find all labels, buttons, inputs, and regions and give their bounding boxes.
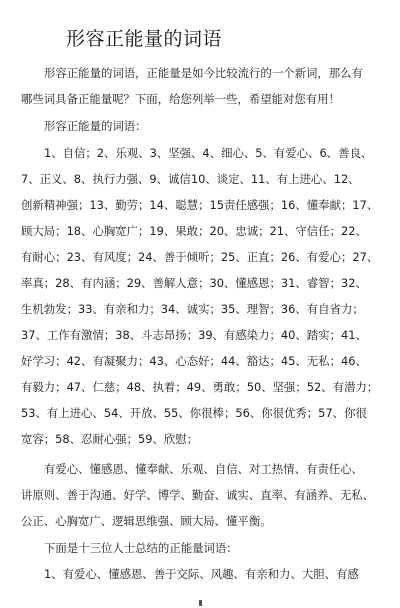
intro-line-1: 形容正能量的词语，正能量是如今比较流行的一个新词，那么有 <box>44 66 363 80</box>
word-list-line: 37、工作有激情；38、斗志昂扬；39、有感染力；40、踏实；41、 <box>21 328 367 342</box>
section-heading: 形容正能量的词语： <box>44 119 147 133</box>
paragraph-line: 讲原则、善于沟通、好学、博学、勤奋、诚实、直率、有涵养、无私、 <box>21 488 375 502</box>
intro-line-2: 哪些词具备正能量呢？下面，给您列举一些，希望能对您有用！ <box>21 92 340 106</box>
paragraph-line: 公正、心胸宽广、逻辑思维强、顾大局、懂平衡。 <box>21 514 272 528</box>
page-title: 形容正能量的词语 <box>66 28 223 50</box>
page-marker <box>199 600 202 606</box>
word-list-line: 有毅力；47、仁慈；48、执着；49、勇敢；50、坚强；52、有潜力； <box>21 380 379 394</box>
word-list-line: 7、正义、8、执行力强、9、诚信10、谈定、11、有上进心、12、 <box>21 172 360 186</box>
word-list-line: 53、有上进心、54、开放、55、你很棒；56、你很优秀；57、你很 <box>21 406 367 420</box>
word-list-line: 创新精神强；13、勤劳；14、聪慧；15责任感强；16、懂奉献；17、 <box>21 198 379 212</box>
word-list-line: 顾大局；18、心胸宽广；19、果敢；20、忠诚；21、守信任；22、 <box>21 224 367 238</box>
word-list-line: 有耐心；23、有风度；24、善于倾听；25、正直；26、有爱心；27、 <box>21 250 379 264</box>
paragraph-line: 有爱心、懂感恩、懂奉献、乐观、自信、对工热情、有责任心、 <box>44 462 363 476</box>
section-heading-2: 下面是十三位人士总结的正能量词语： <box>44 541 238 555</box>
word-list-line: 率真；28、有内涵；29、善解人意；30、懂感恩；31、睿智；32、 <box>21 276 367 290</box>
word-list-line: 生机勃发；33、有亲和力；34、诚实；35、理智；36、有自省力； <box>21 302 364 316</box>
word-list-line: 宽容；58、忍耐心强；59、欣慰； <box>21 432 199 446</box>
word-list-line: 好学习；42、有凝聚力；43、心态好；44、豁达；45、无私；46、 <box>21 354 367 368</box>
word-list-line: 1、有爱心、懂感恩、善于交际、风趣、有亲和力、大胆、有感 <box>44 567 359 581</box>
word-list-line: 1、自信；2、乐观、3、坚强、4、细心、5、有爱心、6、善良、 <box>44 146 373 160</box>
